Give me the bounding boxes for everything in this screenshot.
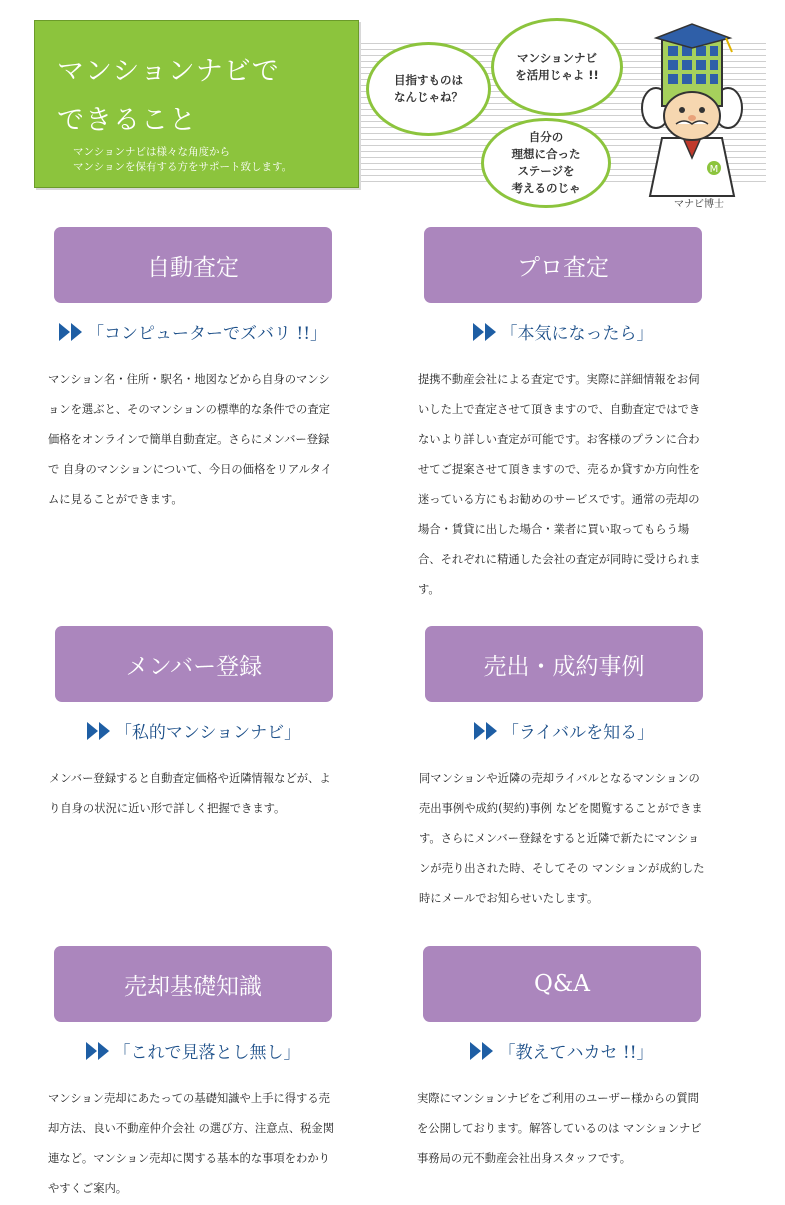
- bubble3-line2: 理想に合った: [511, 147, 581, 161]
- intro-subtitle-line2: マンションを保有する方をサポート致します。: [73, 161, 293, 173]
- section-description: マンション名・住所・駅名・地図などから自身のマンションを選ぶと、そのマンションの標準的な条件での査定価格をオンラインで簡単自動査定。さらにメンバー登録で 自身のマンションについて、今日の価格をリアルタイムに見ることができます。: [48, 373, 332, 506]
- bubble2-line1: マンションナビ: [517, 51, 597, 65]
- double-arrow-icon: [87, 722, 111, 740]
- section-title-button[interactable]: 売出・成約事例: [425, 626, 703, 702]
- section-description: マンション売却にあたっての基礎知識や上手に得する売却方法、良い不動産仲介会社 の選び方、注意点、税金関連など。マンション売却に関する基本的な事項をわかりやすくご案内。: [48, 1092, 335, 1195]
- section-title-button[interactable]: Q&A: [423, 946, 701, 1022]
- double-arrow-icon: [473, 323, 497, 341]
- bubble2-line2: を活用じゃよ !!: [515, 68, 599, 82]
- section-tagline[interactable]: [425, 718, 703, 743]
- section-tagline-text: 「本気になったら」: [500, 324, 654, 344]
- double-arrow-icon: [86, 1042, 110, 1060]
- speech-bubble-1: [366, 42, 491, 136]
- bubble3-line1: 自分の: [528, 130, 564, 144]
- double-arrow-icon: [470, 1042, 494, 1060]
- bubble3-line3: ステージを: [517, 164, 575, 178]
- intro-title-line2: できること: [57, 105, 197, 136]
- section-tagline[interactable]: [54, 1038, 332, 1063]
- mascot-label: マナビ博士: [674, 199, 724, 210]
- section-title-button[interactable]: メンバー登録: [55, 626, 333, 702]
- section-title-button[interactable]: 自動査定: [54, 227, 332, 303]
- section-tagline[interactable]: [423, 1038, 701, 1063]
- speech-bubble-2: [491, 18, 623, 116]
- section-title-button[interactable]: 売却基礎知識: [54, 946, 332, 1022]
- intro-subtitle-line1: マンションナビは様々な角度から: [73, 146, 231, 158]
- section-tagline-text: 「コンピューターでズバリ !!」: [86, 324, 328, 344]
- bubble1-line2: なんじゃね？: [394, 90, 463, 104]
- mascot-badge-letter: M: [709, 164, 719, 175]
- speech-bubble-3: [481, 118, 611, 208]
- intro-box: [34, 20, 359, 188]
- section-tagline[interactable]: [55, 718, 333, 743]
- bubble1-line1: 目指すものは: [394, 73, 463, 87]
- double-arrow-icon: [474, 722, 498, 740]
- section-tagline-text: 「ライバルを知る」: [501, 723, 655, 743]
- section-description: 実際にマンションナビをご利用のユーザー様からの質問を公開しております。解答しているのは マンションナビ事務局の元不動産会社出身スタッフです。: [417, 1092, 702, 1165]
- section-tagline-text: 「私的マンションナビ」: [114, 723, 302, 743]
- section-title-button[interactable]: プロ査定: [424, 227, 702, 303]
- mascot-professor-icon: [622, 18, 762, 198]
- section-description: 同マンションや近隣の売却ライバルとなるマンションの売出事例や成約(契約)事例 などを閲覧することができます。さらにメンバー登録をすると近隣で新たにマンションが売り出された時、そしてその マンションが成約した時にメールでお知らせいたします。: [419, 772, 705, 905]
- section-tagline[interactable]: [54, 319, 332, 344]
- section-description: メンバー登録すると自動査定価格や近隣情報などが、より自身の状況に近い形で詳しく把握できます。: [49, 772, 331, 815]
- section-tagline-text: 「これで見落とし無し」: [113, 1043, 301, 1063]
- section-description: 提携不動産会社による査定です。実際に詳細情報をお伺いした上で査定させて頂きますので、自動査定ではできないより詳しい査定が可能です。お客様のプランに合わせてご提案させて頂きますので、売るか貸すか方向性を迷っている方にもお勧めのサービスです。通常の売却の場合・賃貸に出した場合・業者に買い取ってもらう場合、それぞれに精通した会社の査定が同時に受けられます。: [418, 373, 701, 596]
- intro-title: [57, 47, 347, 145]
- section-tagline[interactable]: [424, 319, 702, 344]
- double-arrow-icon: [59, 323, 83, 341]
- header-banner: [26, 18, 762, 210]
- bubble3-line4: 考えるのじゃ: [511, 181, 581, 195]
- intro-title-line1: マンションナビで: [57, 56, 280, 87]
- section-tagline-text: 「教えてハカセ !!」: [498, 1043, 654, 1063]
- intro-subtitle: [73, 145, 363, 175]
